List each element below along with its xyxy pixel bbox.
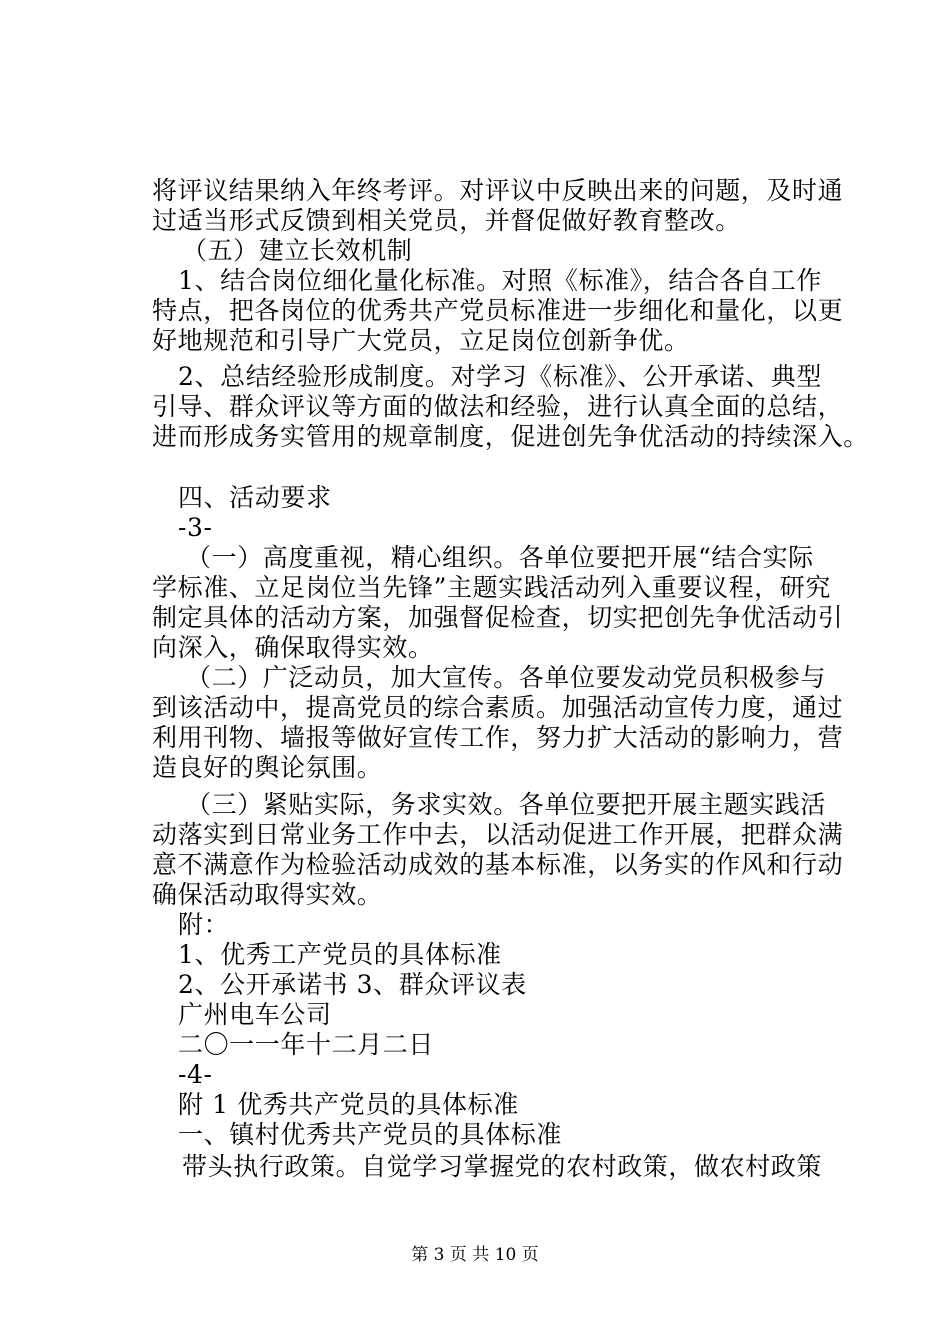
text-line: 引导、群众评议等方面的做法和经验，进行认真全面的总结，	[152, 392, 844, 421]
text-line: 利用刊物、墙报等做好宣传工作，努力扩大活动的影响力，营	[152, 723, 844, 752]
text-line: 制定具体的活动方案，加强督促检查，切实把创先争优活动引	[152, 603, 844, 632]
text-line: 到该活动中，提高党员的综合素质。加强活动宣传力度，通过	[152, 693, 844, 722]
attachment-label: 附：	[178, 910, 230, 939]
attachment-item: 2、公开承诺书 3、群众评议表	[178, 970, 527, 999]
page-number-marker: -4-	[178, 1060, 213, 1089]
text-line: （三）紧贴实际，务求实效。各单位要把开展主题实践活	[186, 790, 827, 819]
section-heading: 四、活动要求	[178, 483, 332, 512]
text-line: （一）高度重视，精心组织。各单位要把开展“结合实际	[186, 543, 814, 572]
text-line: 带头执行政策。自觉学习掌握党的农村政策，做农村政策	[182, 1152, 823, 1181]
text-line: 向深入，确保取得实效。	[152, 633, 434, 662]
text-line: 1、结合岗位细化量化标准。对照《标准》，结合各自工作	[178, 266, 823, 295]
text-line: 确保活动取得实效。	[152, 880, 383, 909]
text-line: 特点，把各岗位的优秀共产党员标准进一步细化和量化，以更	[152, 296, 844, 325]
section-heading: 一、镇村优秀共产党员的具体标准	[178, 1120, 563, 1149]
text-line: 动落实到日常业务工作中去，以活动促进工作开展，把群众满	[152, 820, 844, 849]
text-line: 2、总结经验形成制度。对学习《标准》、公开承诺、典型	[178, 362, 823, 391]
attachment-item: 1、优秀工产党员的具体标准	[178, 940, 502, 969]
signature-date: 二〇一一年十二月二日	[178, 1030, 435, 1059]
text-line: 学标准、立足岗位当先锋”主题实践活动列入重要议程，研究	[152, 573, 831, 602]
page-footer: 第 3 页 共 10 页	[411, 1245, 539, 1265]
appendix-title: 附 1 优秀共产党员的具体标准	[178, 1090, 519, 1119]
text-line: 过适当形式反馈到相关党员，并督促做好教育整改。	[152, 206, 741, 235]
text-line: 造良好的舆论氛围。	[152, 753, 383, 782]
signature-organization: 广州电车公司	[178, 1000, 332, 1029]
text-line: 意不满意作为检验活动成效的基本标准，以务实的作风和行动	[152, 850, 844, 879]
text-line: （二）广泛动员，加大宣传。各单位要发动党员积极参与	[186, 663, 827, 692]
section-heading: （五）建立长效机制	[182, 236, 413, 265]
text-line: 将评议结果纳入年终考评。对评议中反映出来的问题，及时通	[152, 176, 844, 205]
page-number-marker: -3-	[178, 513, 213, 542]
text-line: 进而形成务实管用的规章制度，促进创先争优活动的持续深入。	[152, 422, 869, 451]
text-line: 好地规范和引导广大党员，立足岗位创新争优。	[152, 326, 690, 355]
